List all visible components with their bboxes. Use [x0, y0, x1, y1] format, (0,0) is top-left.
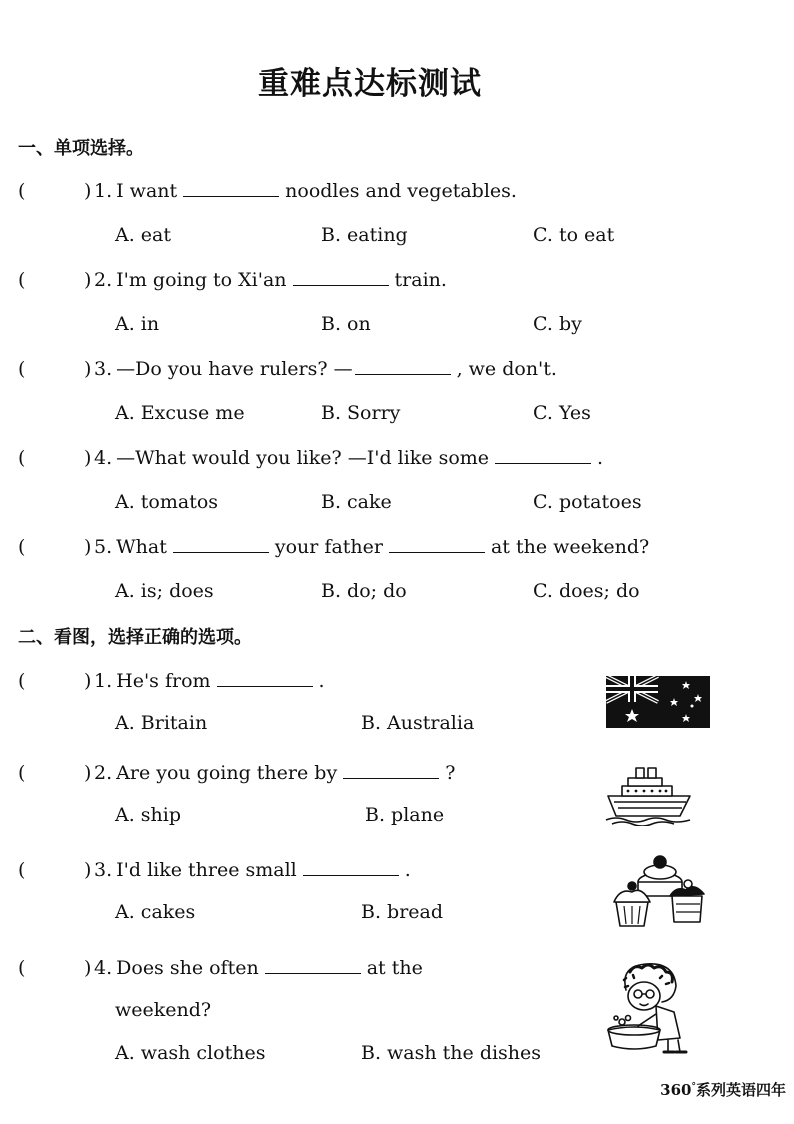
- option-b[interactable]: B. do; do: [321, 580, 407, 602]
- question-text-end: noodles and vegetables.: [285, 180, 517, 202]
- question-number: 4.: [94, 957, 113, 979]
- question-text: Are you going there by: [116, 762, 338, 784]
- s2-question-4: ( ) 4. Does she often at the: [18, 957, 423, 979]
- answer-bracket[interactable]: (: [18, 536, 26, 558]
- s2-question-3: ( ) 3. I'd like three small .: [18, 859, 411, 881]
- question-text-end: .: [597, 447, 604, 469]
- s2-question-2: ( ) 2. Are you going there by ?: [18, 762, 456, 784]
- question-text-end: .: [404, 859, 411, 881]
- s2-question-4-continuation: weekend?: [115, 999, 212, 1021]
- answer-bracket[interactable]: (: [18, 762, 26, 784]
- answer-bracket[interactable]: (: [18, 957, 26, 979]
- question-text-end: at the weekend?: [490, 536, 650, 558]
- option-a[interactable]: A. ship: [115, 804, 182, 826]
- question-text: —What would you like? —I'd like some: [116, 447, 490, 469]
- answer-blank: [389, 534, 485, 553]
- question-number: 3.: [94, 358, 113, 380]
- answer-bracket[interactable]: (: [18, 269, 26, 291]
- option-c[interactable]: C. by: [533, 313, 582, 335]
- answer-blank: [303, 857, 399, 876]
- question-number: 3.: [94, 859, 113, 881]
- question-text: I want: [116, 180, 178, 202]
- option-b[interactable]: B. bread: [361, 901, 444, 923]
- answer-blank: [495, 445, 591, 464]
- option-c[interactable]: C. to eat: [533, 224, 615, 246]
- question-number: 4.: [94, 447, 113, 469]
- answer-blank: [217, 668, 313, 687]
- question-text: —Do you have rulers? —: [116, 358, 353, 380]
- option-a[interactable]: A. Britain: [115, 712, 208, 734]
- option-a[interactable]: A. is; does: [115, 580, 214, 602]
- answer-blank: [343, 760, 439, 779]
- answer-blank: [183, 178, 279, 197]
- answer-bracket[interactable]: (: [18, 447, 26, 469]
- question-text: What: [116, 536, 167, 558]
- answer-bracket[interactable]: (: [18, 670, 26, 692]
- question-text-mid: your father: [274, 536, 383, 558]
- option-b[interactable]: B. on: [321, 313, 371, 335]
- girl-washing-icon: [604, 960, 696, 1054]
- question-text: He's from: [116, 670, 211, 692]
- question-text-end: ?: [445, 762, 456, 784]
- question-text-end: train.: [394, 269, 447, 291]
- option-b[interactable]: B. eating: [321, 224, 408, 246]
- option-a[interactable]: A. tomatos: [115, 491, 219, 513]
- s1-question-5: ( ) 5. What your father at the weekend?: [18, 536, 650, 558]
- question-number: 2.: [94, 762, 113, 784]
- option-b[interactable]: B. Australia: [361, 712, 475, 734]
- footer-series-label: 360°系列英语四年: [660, 1081, 786, 1099]
- option-b[interactable]: B. cake: [321, 491, 392, 513]
- option-c[interactable]: C. Yes: [533, 402, 591, 424]
- option-b[interactable]: B. Sorry: [321, 402, 401, 424]
- option-c[interactable]: C. potatoes: [533, 491, 642, 513]
- option-a[interactable]: A. in: [115, 313, 160, 335]
- page-title: 重难点达标测试: [258, 66, 482, 102]
- answer-bracket[interactable]: (: [18, 358, 26, 380]
- answer-blank: [265, 955, 361, 974]
- s1-question-2: ( ) 2. I'm going to Xi'an train.: [18, 269, 447, 291]
- question-number: 5.: [94, 536, 113, 558]
- option-b[interactable]: B. plane: [365, 804, 445, 826]
- answer-bracket[interactable]: (: [18, 859, 26, 881]
- ship-icon: [604, 762, 694, 826]
- question-text: I'd like three small: [116, 859, 297, 881]
- cakes-icon: [610, 852, 710, 928]
- question-text-end: , we don't.: [456, 358, 557, 380]
- section-2-heading: 二、看图，选择正确的选项。: [18, 627, 252, 648]
- option-a[interactable]: A. eat: [115, 224, 172, 246]
- option-a[interactable]: A. cakes: [115, 901, 196, 923]
- question-text: Does she often: [116, 957, 259, 979]
- s1-question-1: ( ) 1. I want noodles and vegetables.: [18, 180, 517, 202]
- s1-question-4: ( ) 4. —What would you like? —I'd like some .: [18, 447, 604, 469]
- answer-bracket[interactable]: (: [18, 180, 26, 202]
- question-text-end: .: [318, 670, 325, 692]
- option-b[interactable]: B. wash the dishes: [361, 1042, 542, 1064]
- answer-blank: [293, 267, 389, 286]
- option-c[interactable]: C. does; do: [533, 580, 640, 602]
- option-a[interactable]: A. Excuse me: [115, 402, 245, 424]
- option-a[interactable]: A. wash clothes: [115, 1042, 266, 1064]
- question-number: 2.: [94, 269, 113, 291]
- s1-question-3: ( ) 3. —Do you have rulers? — , we don't.: [18, 358, 557, 380]
- answer-blank: [355, 356, 451, 375]
- question-number: 1.: [94, 670, 113, 692]
- answer-blank: [173, 534, 269, 553]
- australia-flag-icon: [606, 676, 710, 728]
- question-text-end: at the: [366, 957, 423, 979]
- section-1-heading: 一、单项选择。: [18, 138, 144, 159]
- question-number: 1.: [94, 180, 113, 202]
- question-text: I'm going to Xi'an: [116, 269, 287, 291]
- s2-question-1: ( ) 1. He's from .: [18, 670, 325, 692]
